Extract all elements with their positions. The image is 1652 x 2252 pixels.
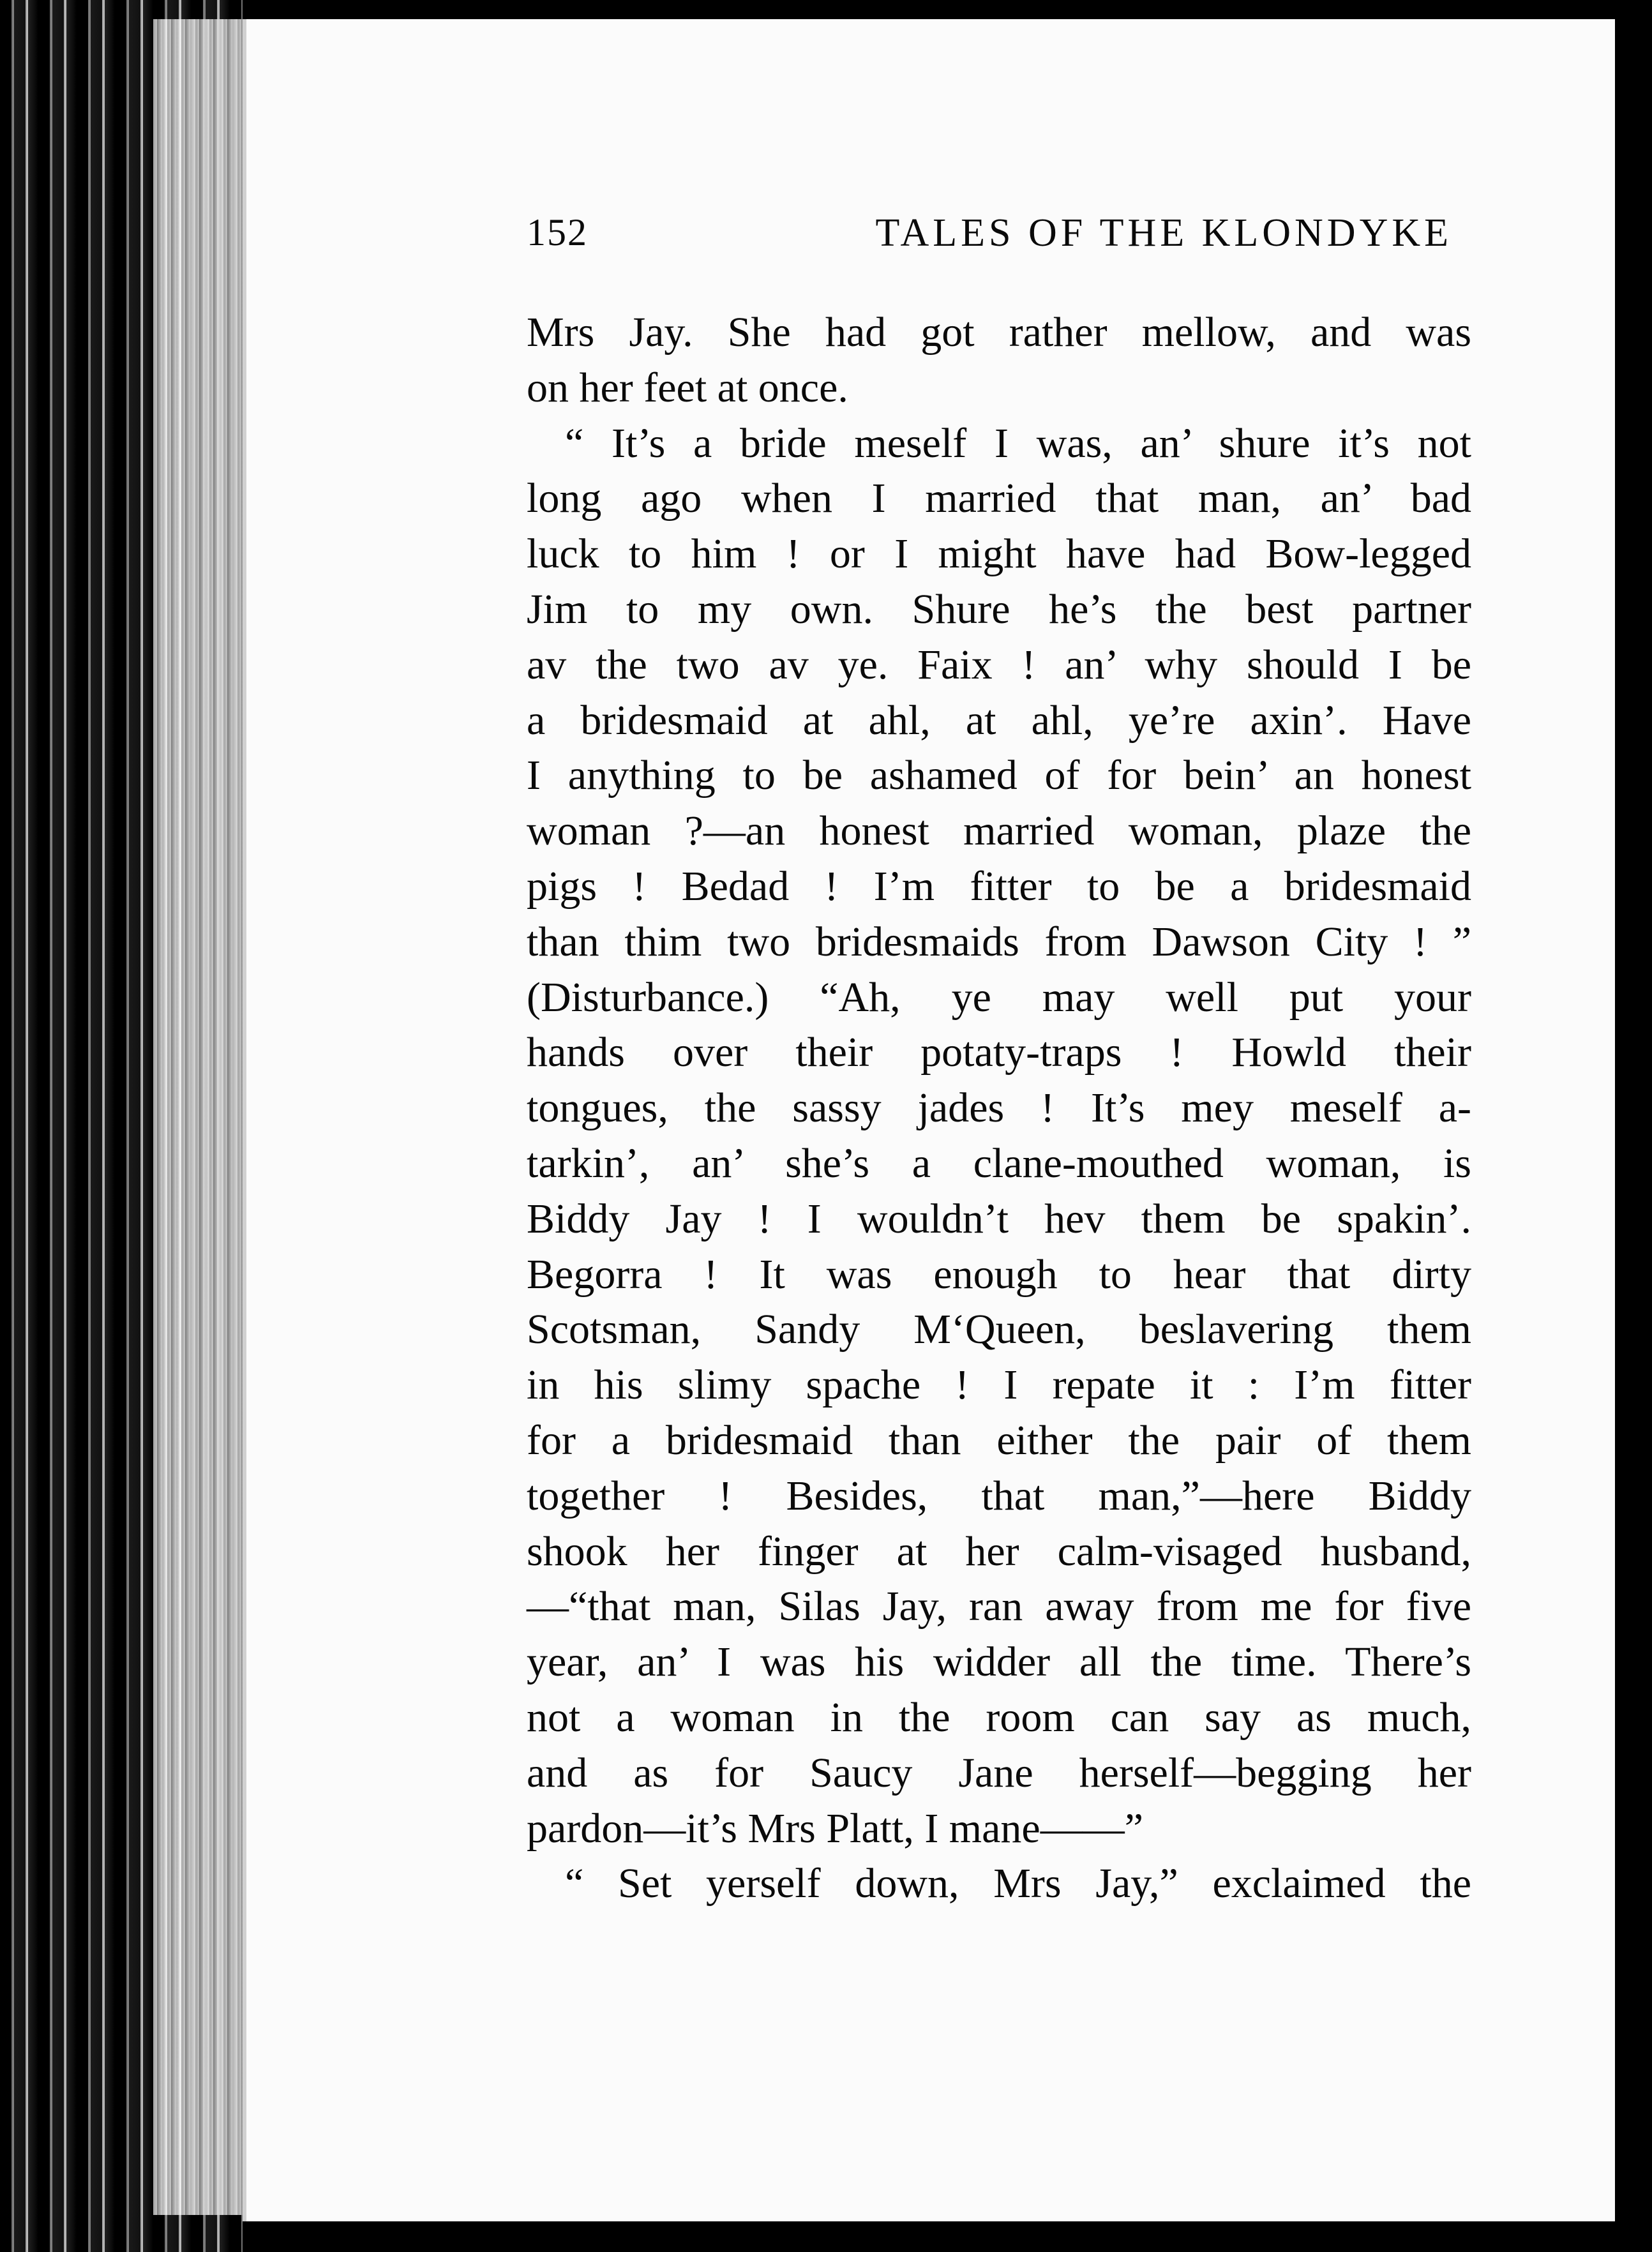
body-text xyxy=(527,305,1471,1912)
text-line: Begorra ! It was enough to hear that dirty xyxy=(527,1250,1471,1298)
text-line: on her feet at once. xyxy=(527,364,848,411)
text-line: in his slimy spache ! I repate it : I’m fitter xyxy=(527,1362,1471,1409)
page-number: 152 xyxy=(527,211,588,253)
text-line: not a woman in the room can say as much, xyxy=(527,1693,1471,1741)
text-line: for a bridesmaid than either the pair of them xyxy=(527,1416,1471,1464)
text-line: Scotsman, Sandy M‘Queen, beslavering them xyxy=(527,1306,1471,1353)
text-line: shook her finger at her calm-visaged husband, xyxy=(527,1528,1471,1575)
text-line: woman ?—an honest married woman, plaze the xyxy=(527,807,1471,855)
text-line: hands over their potaty-traps ! Howld their xyxy=(527,1029,1471,1076)
text-line: together ! Besides, that man,”—here Biddy xyxy=(527,1472,1471,1519)
text-line: pigs ! Bedad ! I’m fitter to be a bridesmaid xyxy=(527,862,1471,910)
text-line: “ Set yerself down, Mrs Jay,” exclaimed the xyxy=(565,1860,1471,1907)
text-line: av the two av ye. Faix ! an’ why should I be xyxy=(527,641,1471,688)
running-title: TALES OF THE KLONDYKE xyxy=(875,211,1452,255)
text-line: —“that man, Silas Jay, ran away from me for five xyxy=(527,1583,1471,1630)
page-edges xyxy=(153,19,243,2215)
text-line: and as for Saucy Jane herself—begging her xyxy=(527,1749,1471,1796)
text-line: year, an’ I was his widder all the time. There’s xyxy=(527,1639,1471,1686)
text-line: a bridesmaid at ahl, at ahl, ye’re axin’. Have xyxy=(527,696,1471,744)
text-line: Biddy Jay ! I wouldn’t hev them be spakin’. xyxy=(527,1195,1471,1242)
text-line: tongues, the sassy jades ! It’s mey meself a- xyxy=(527,1085,1471,1132)
text-line: Jim to my own. Shure he’s the best partner xyxy=(527,585,1471,633)
text-line: (Disturbance.) “Ah, ye may well put your xyxy=(527,973,1471,1021)
text-line: pardon—it’s Mrs Platt, I mane——” xyxy=(527,1805,1144,1852)
text-line: than thim two bridesmaids from Dawson City ! ” xyxy=(527,918,1471,965)
text-line: long ago when I married that man, an’ bad xyxy=(527,475,1471,522)
text-line: “ It’s a bride meself I was, an’ shure it’s not xyxy=(565,419,1471,467)
text-line: Mrs Jay. She had got rather mellow, and was xyxy=(527,309,1471,356)
text-line: I anything to be ashamed of for bein’ an honest xyxy=(527,752,1471,799)
text-line: luck to him ! or I might have had Bow-legged xyxy=(527,530,1471,578)
page-header xyxy=(284,211,1452,287)
text-line: tarkin’, an’ she’s a clane-mouthed woman, is xyxy=(527,1139,1471,1187)
scan-margin-right xyxy=(1615,0,1652,2252)
